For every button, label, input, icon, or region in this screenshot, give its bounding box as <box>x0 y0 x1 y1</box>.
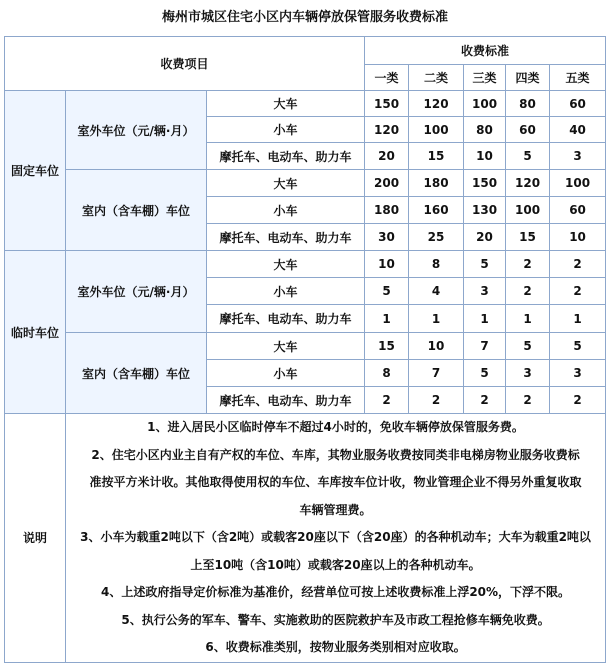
table-row <box>5 251 606 278</box>
fee-value: 150 <box>365 91 409 117</box>
fee-value: 2 <box>409 387 464 414</box>
fee-value: 2 <box>365 387 409 414</box>
grade-header: 四类 <box>506 65 550 91</box>
fee-value: 7 <box>464 333 506 360</box>
fee-value: 3 <box>550 143 606 170</box>
group-label: 室外车位（元/辆·月） <box>66 91 207 170</box>
note-line: 1、进入居民小区临时停车不超过4小时的，免收车辆停放保管服务费。 <box>147 420 524 434</box>
fee-value: 1 <box>409 305 464 333</box>
fee-value: 30 <box>365 224 409 251</box>
fee-value: 5 <box>464 360 506 387</box>
fee-value: 5 <box>506 333 550 360</box>
fee-value: 15 <box>365 333 409 360</box>
vehicle-type: 大车 <box>207 170 365 197</box>
fee-value: 2 <box>550 251 606 278</box>
fee-value: 100 <box>506 197 550 224</box>
fee-value: 2 <box>506 251 550 278</box>
notes-label: 说明 <box>5 414 66 663</box>
fee-value: 20 <box>464 224 506 251</box>
table-row <box>5 333 606 360</box>
vehicle-type: 摩托车、电动车、助力车 <box>207 305 365 333</box>
note-line: 5、执行公务的军车、警车、实施救助的医院救护车及市政工程抢修车辆免收费。 <box>121 612 550 627</box>
fee-value: 2 <box>506 387 550 414</box>
fee-value: 10 <box>464 143 506 170</box>
fee-value: 1 <box>550 305 606 333</box>
grade-header: 二类 <box>409 65 464 91</box>
vehicle-type: 摩托车、电动车、助力车 <box>207 387 365 414</box>
fee-value: 5 <box>365 278 409 305</box>
header-item: 收费项目 <box>5 37 365 91</box>
vehicle-type: 摩托车、电动车、助力车 <box>207 143 365 170</box>
fee-value: 180 <box>365 197 409 224</box>
vehicle-type: 小车 <box>207 197 365 224</box>
fee-value: 25 <box>409 224 464 251</box>
fee-table <box>4 36 606 663</box>
fee-value: 3 <box>550 360 606 387</box>
notes-body <box>66 414 606 663</box>
fee-value: 4 <box>409 278 464 305</box>
fee-value: 2 <box>506 278 550 305</box>
fee-value: 8 <box>409 251 464 278</box>
fee-value: 130 <box>464 197 506 224</box>
header-standard: 收费标准 <box>365 37 606 65</box>
vehicle-type: 大车 <box>207 251 365 278</box>
fee-value: 100 <box>464 91 506 117</box>
vehicle-type: 摩托车、电动车、助力车 <box>207 224 365 251</box>
fee-value: 2 <box>550 278 606 305</box>
vehicle-type: 大车 <box>207 333 365 360</box>
fee-value: 15 <box>409 143 464 170</box>
fee-value: 7 <box>409 360 464 387</box>
note-line: 6、收费标准类别，按物业服务类别相对应收取。 <box>205 640 466 654</box>
fee-value: 3 <box>464 278 506 305</box>
fee-value: 150 <box>464 170 506 197</box>
note-line: 4、上述政府指导定价标准为基准价，经营单位可按上述收费标准上浮20%，下浮不限。 <box>100 585 571 599</box>
fee-value: 200 <box>365 170 409 197</box>
table-row <box>5 91 606 117</box>
fee-value: 15 <box>506 224 550 251</box>
fee-value: 80 <box>506 91 550 117</box>
fee-value: 180 <box>409 170 464 197</box>
section-label: 临时车位 <box>5 251 66 414</box>
fee-value: 20 <box>365 143 409 170</box>
note-line: 车辆管理费。 <box>299 502 372 517</box>
fee-value: 2 <box>464 387 506 414</box>
fee-value: 60 <box>506 117 550 143</box>
vehicle-type: 小车 <box>207 278 365 305</box>
fee-value: 60 <box>550 197 606 224</box>
fee-value: 100 <box>550 170 606 197</box>
fee-value: 1 <box>365 305 409 333</box>
fee-value: 1 <box>464 305 506 333</box>
fee-value: 8 <box>365 360 409 387</box>
vehicle-type: 大车 <box>207 91 365 117</box>
fee-value: 120 <box>506 170 550 197</box>
table-row <box>5 170 606 197</box>
section-label: 固定车位 <box>5 91 66 251</box>
fee-value: 40 <box>550 117 606 143</box>
note-line: 上至10吨（含10吨）或载客20座以上的各种机动车。 <box>190 557 481 572</box>
fee-value: 80 <box>464 117 506 143</box>
fee-value: 120 <box>365 117 409 143</box>
group-label: 室外车位（元/辆·月） <box>66 251 207 333</box>
grade-header: 一类 <box>365 65 409 91</box>
fee-value: 120 <box>409 91 464 117</box>
fee-value: 2 <box>550 387 606 414</box>
fee-value: 5 <box>506 143 550 170</box>
vehicle-type: 小车 <box>207 117 365 143</box>
grade-header: 五类 <box>550 65 606 91</box>
grade-header: 三类 <box>464 65 506 91</box>
group-label: 室内（含车棚）车位 <box>66 170 207 251</box>
fee-value: 3 <box>506 360 550 387</box>
group-label: 室内（含车棚）车位 <box>66 333 207 414</box>
fee-value: 60 <box>550 91 606 117</box>
fee-value: 5 <box>464 251 506 278</box>
page-title: 梅州市城区住宅小区内车辆停放保管服务收费标准 <box>161 10 448 25</box>
fee-value: 1 <box>506 305 550 333</box>
fee-value: 100 <box>409 117 464 143</box>
fee-value: 5 <box>550 333 606 360</box>
note-line: 3、小车为载重2吨以下（含2吨）或载客20座以下（含20座）的各种机动车；大车为载重2吨以 <box>80 530 591 544</box>
fee-value: 10 <box>409 333 464 360</box>
note-line: 2、住宅小区内业主自有产权的车位、车库，其物业服务收费按同类非电梯房物业服务收费标 <box>91 447 580 462</box>
fee-value: 160 <box>409 197 464 224</box>
fee-value: 10 <box>365 251 409 278</box>
note-line: 准按平方米计收。其他取得使用权的车位、车库按车位计收，物业管理企业不得另外重复收取 <box>89 475 582 489</box>
notes-row <box>5 414 606 663</box>
vehicle-type: 小车 <box>207 360 365 387</box>
fee-value: 10 <box>550 224 606 251</box>
